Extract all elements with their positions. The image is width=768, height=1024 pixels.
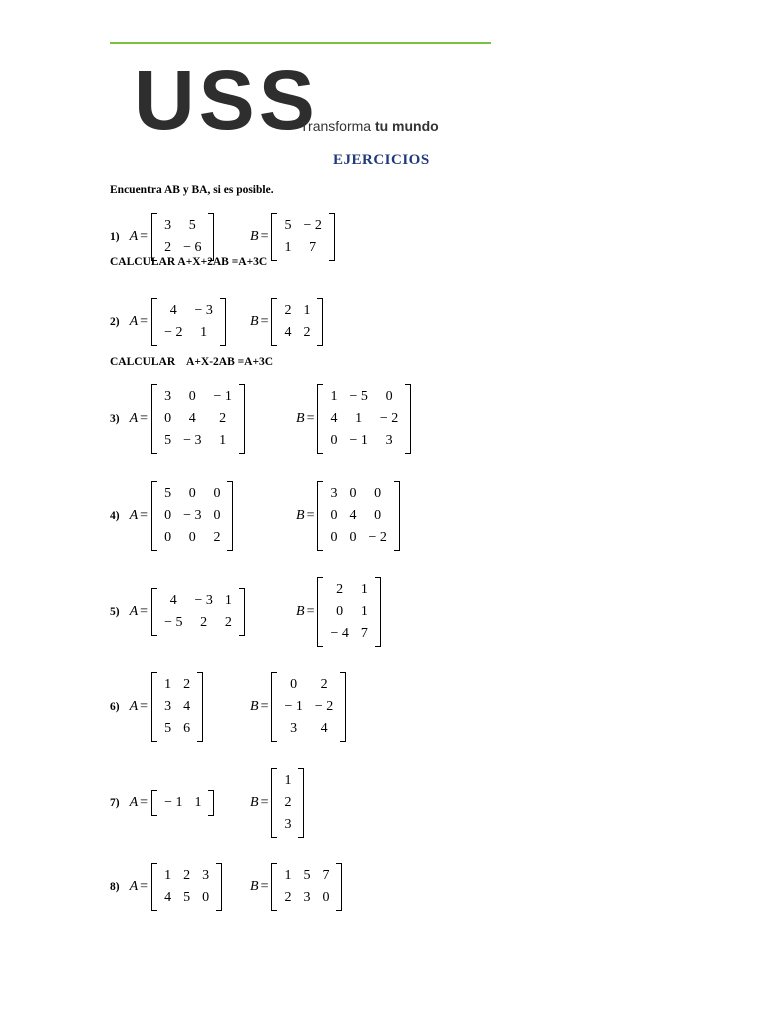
matrix-cell: 5 [164, 486, 172, 501]
exercise-8 [110, 863, 222, 911]
matrix-cell: 4 [183, 699, 191, 714]
calc-statement-1: CALCULAR A+X+2AB =A+3C [110, 256, 268, 268]
equals-sign: = [306, 508, 315, 523]
matrix-a [151, 481, 233, 551]
matrix-a-label: A [129, 508, 139, 523]
matrix-cell: 2 [200, 615, 208, 630]
matrix-b-table [278, 865, 335, 909]
matrix-cell: 3 [385, 433, 393, 448]
matrix-cell: 0 [202, 890, 210, 905]
equals-sign: = [260, 229, 269, 244]
matrix-a-label: A [129, 411, 139, 426]
exercise-1 [110, 213, 214, 261]
matrix-cell: 4 [284, 325, 292, 340]
tagline-bold: tu mundo [374, 118, 439, 134]
matrix-cell: 2 [183, 677, 191, 692]
matrix-row [158, 887, 215, 909]
matrix-a-table [158, 590, 238, 634]
matrix-cell: 3 [303, 890, 311, 905]
matrix-cell: 1 [164, 677, 172, 692]
matrix-cell: 1 [164, 868, 172, 883]
header-accent-line [110, 42, 491, 44]
exercise-number: 8) [110, 881, 120, 893]
exercise-6-b [250, 672, 346, 742]
matrix-b [317, 384, 411, 454]
matrix-cell: 4 [169, 593, 177, 608]
matrix-b [271, 298, 323, 346]
matrix-a [151, 384, 245, 454]
matrix-row [278, 215, 327, 237]
exercise-number: 2) [110, 316, 120, 328]
exercise-7-b [250, 768, 304, 838]
matrix-cell: 0 [164, 411, 172, 426]
matrix-cell: − 3 [183, 508, 202, 523]
matrix-cell: 7 [309, 240, 317, 255]
matrix-cell: 1 [284, 240, 292, 255]
matrix-row [324, 505, 392, 527]
matrix-cell: 0 [336, 604, 344, 619]
matrix-cell: 0 [374, 486, 382, 501]
matrix-cell: 0 [164, 508, 172, 523]
exercise-number: 7) [110, 797, 120, 809]
matrix-cell: 2 [284, 890, 292, 905]
matrix-row [158, 612, 238, 634]
matrix-b-label: B [296, 604, 305, 619]
matrix-b-table [324, 483, 392, 549]
matrix-row [278, 865, 335, 887]
matrix-row [278, 696, 339, 718]
matrix-cell: 5 [164, 721, 172, 736]
matrix-cell: 2 [183, 868, 191, 883]
exercise-number: 5) [110, 606, 120, 618]
exercise-number: 1) [110, 231, 120, 243]
matrix-cell: − 2 [314, 699, 334, 714]
matrix-cell: − 2 [303, 218, 322, 233]
matrix-cell: 0 [188, 530, 196, 545]
matrix-b-table [324, 386, 404, 452]
matrix-row [278, 814, 297, 836]
matrix-a [151, 790, 214, 816]
matrix-b-label: B [296, 411, 305, 426]
equals-sign: = [140, 604, 149, 619]
matrix-a [151, 588, 245, 636]
matrix-b [317, 577, 380, 647]
instruction-text: Encuentra AB y BA, si es posible. [110, 184, 274, 196]
matrix-cell: − 2 [368, 530, 387, 545]
matrix-row [158, 792, 207, 814]
equals-sign: = [140, 879, 149, 894]
matrix-cell: 3 [284, 817, 292, 832]
matrix-cell: − 1 [284, 699, 303, 714]
equals-sign: = [260, 795, 269, 810]
matrix-cell: − 3 [183, 433, 202, 448]
matrix-cell: 4 [349, 508, 357, 523]
matrix-cell: − 5 [164, 615, 183, 630]
matrix-row [324, 483, 392, 505]
matrix-cell: 4 [164, 890, 172, 905]
matrix-cell: 4 [330, 411, 338, 426]
matrix-cell: 2 [284, 303, 292, 318]
matrix-row [278, 792, 297, 814]
matrix-cell: 4 [169, 303, 177, 318]
exercise-2-b [250, 298, 323, 346]
matrix-cell: 0 [188, 389, 196, 404]
matrix-cell: 1 [224, 593, 232, 608]
matrix-cell: 3 [330, 486, 338, 501]
matrix-cell: − 1 [213, 389, 232, 404]
matrix-row [158, 237, 207, 259]
matrix-row [324, 408, 404, 430]
matrix-cell: 0 [330, 530, 338, 545]
matrix-cell: 0 [385, 389, 393, 404]
exercise-3 [110, 384, 245, 454]
matrix-a-table [158, 865, 215, 909]
matrix-cell: 1 [200, 325, 208, 340]
matrix-cell: − 3 [194, 303, 213, 318]
matrix-cell: 7 [322, 868, 330, 883]
matrix-row [158, 590, 238, 612]
matrix-a-table [158, 215, 207, 259]
matrix-b [317, 481, 399, 551]
matrix-cell: 2 [303, 325, 311, 340]
matrix-b-label: B [250, 699, 259, 714]
matrix-a-table [158, 300, 219, 344]
matrix-row [278, 300, 316, 322]
matrix-row [158, 322, 219, 344]
matrix-cell: 0 [349, 486, 357, 501]
matrix-cell: 1 [303, 303, 311, 318]
matrix-a-label: A [129, 699, 139, 714]
equals-sign: = [306, 411, 315, 426]
equals-sign: = [140, 411, 149, 426]
matrix-cell: 2 [164, 240, 172, 255]
exercise-4-b [296, 481, 400, 551]
exercise-4 [110, 481, 233, 551]
matrix-cell: 0 [349, 530, 357, 545]
matrix-cell: 3 [164, 389, 172, 404]
matrix-b-table [278, 674, 339, 740]
matrix-cell: 1 [360, 604, 368, 619]
matrix-b-label: B [250, 314, 259, 329]
matrix-cell: 5 [183, 890, 191, 905]
equals-sign: = [140, 229, 149, 244]
matrix-cell: − 1 [349, 433, 368, 448]
matrix-cell: 2 [320, 677, 328, 692]
exercise-number: 6) [110, 701, 120, 713]
equals-sign: = [260, 314, 269, 329]
matrix-row [158, 718, 196, 740]
matrix-cell: 0 [330, 508, 338, 523]
matrix-b-table [278, 300, 316, 344]
matrix-cell: 4 [320, 721, 328, 736]
equals-sign: = [140, 795, 149, 810]
matrix-b-table [278, 215, 327, 259]
matrix-cell: 1 [360, 582, 368, 597]
matrix-cell: − 4 [330, 626, 349, 641]
matrix-a [151, 672, 203, 742]
matrix-cell: 0 [164, 530, 172, 545]
matrix-row [158, 386, 238, 408]
matrix-a [151, 213, 214, 261]
matrix-cell: 0 [290, 677, 298, 692]
matrix-a [151, 298, 226, 346]
exercise-5 [110, 588, 245, 636]
matrix-b [271, 672, 346, 742]
matrix-cell: 1 [284, 868, 292, 883]
matrix-cell: 1 [355, 411, 363, 426]
matrix-row [158, 865, 215, 887]
matrix-cell: − 2 [164, 325, 183, 340]
matrix-row [158, 696, 196, 718]
matrix-row [324, 579, 373, 601]
matrix-cell: 1 [219, 433, 227, 448]
matrix-cell: − 2 [379, 411, 399, 426]
matrix-row [324, 527, 392, 549]
matrix-cell: 0 [188, 486, 196, 501]
matrix-cell: 0 [374, 508, 382, 523]
exercise-number: 4) [110, 510, 120, 522]
exercise-number: 3) [110, 413, 120, 425]
matrix-b-table [278, 770, 297, 836]
exercise-6 [110, 672, 203, 742]
matrix-a-table [158, 483, 226, 549]
matrix-cell: 1 [284, 773, 292, 788]
matrix-b-label: B [250, 229, 259, 244]
exercise-3-b [296, 384, 411, 454]
matrix-cell: 7 [360, 626, 368, 641]
matrix-a-label: A [129, 314, 139, 329]
exercise-1-b [250, 213, 335, 261]
matrix-cell: 5 [164, 433, 172, 448]
matrix-row [158, 430, 238, 452]
matrix-cell: 2 [224, 615, 232, 630]
matrix-a-table [158, 386, 238, 452]
matrix-a [151, 863, 222, 911]
matrix-row [324, 623, 373, 645]
matrix-row [158, 505, 226, 527]
matrix-a-table [158, 792, 207, 814]
matrix-row [324, 601, 373, 623]
matrix-cell: 3 [164, 218, 172, 233]
matrix-a-label: A [129, 604, 139, 619]
matrix-a-label: A [129, 795, 139, 810]
matrix-cell: 1 [194, 795, 202, 810]
matrix-row [278, 237, 327, 259]
matrix-b-label: B [250, 795, 259, 810]
logo-text: USS [134, 70, 319, 130]
matrix-b [271, 213, 334, 261]
matrix-row [324, 386, 404, 408]
matrix-a-table [158, 674, 196, 740]
matrix-row [158, 215, 207, 237]
matrix-cell: 3 [164, 699, 172, 714]
matrix-cell: 4 [188, 411, 196, 426]
matrix-cell: 2 [219, 411, 227, 426]
matrix-b-label: B [296, 508, 305, 523]
matrix-row [278, 322, 316, 344]
matrix-cell: 5 [284, 218, 292, 233]
matrix-row [158, 300, 219, 322]
matrix-cell: − 5 [349, 389, 368, 404]
matrix-cell: 5 [188, 218, 196, 233]
matrix-row [278, 718, 339, 740]
calc-statement-2: CALCULAR A+X-2AB =A+3C [110, 356, 274, 368]
exercise-8-b [250, 863, 342, 911]
matrix-b [271, 768, 304, 838]
matrix-a-label: A [129, 879, 139, 894]
matrix-row [278, 887, 335, 909]
matrix-b-label: B [250, 879, 259, 894]
tagline-light: Transforma [300, 118, 372, 134]
matrix-cell: 0 [213, 508, 221, 523]
matrix-cell: 2 [213, 530, 221, 545]
matrix-a-label: A [129, 229, 139, 244]
matrix-cell: 0 [213, 486, 221, 501]
page-title: EJERCICIOS [333, 152, 430, 168]
matrix-row [158, 408, 238, 430]
matrix-cell: 5 [303, 868, 311, 883]
matrix-cell: 0 [322, 890, 330, 905]
matrix-cell: 2 [284, 795, 292, 810]
equals-sign: = [140, 314, 149, 329]
equals-sign: = [260, 879, 269, 894]
exercise-7 [110, 790, 214, 816]
matrix-cell: 3 [202, 868, 210, 883]
matrix-cell: − 6 [183, 240, 202, 255]
matrix-cell: 1 [330, 389, 338, 404]
matrix-row [278, 770, 297, 792]
matrix-row [158, 674, 196, 696]
matrix-b [271, 863, 342, 911]
matrix-cell: − 3 [194, 593, 213, 608]
matrix-row [324, 430, 404, 452]
equals-sign: = [260, 699, 269, 714]
matrix-row [278, 674, 339, 696]
matrix-cell: 3 [290, 721, 298, 736]
matrix-cell: − 1 [164, 795, 183, 810]
logo-tagline [300, 118, 439, 134]
exercise-5-b [296, 577, 381, 647]
matrix-cell: 0 [330, 433, 338, 448]
matrix-row [158, 483, 226, 505]
matrix-row [158, 527, 226, 549]
exercise-2 [110, 298, 226, 346]
matrix-b-table [324, 579, 373, 645]
matrix-cell: 6 [183, 721, 191, 736]
matrix-cell: 2 [336, 582, 344, 597]
equals-sign: = [306, 604, 315, 619]
equals-sign: = [140, 508, 149, 523]
equals-sign: = [140, 699, 149, 714]
uss-logo [134, 70, 319, 130]
